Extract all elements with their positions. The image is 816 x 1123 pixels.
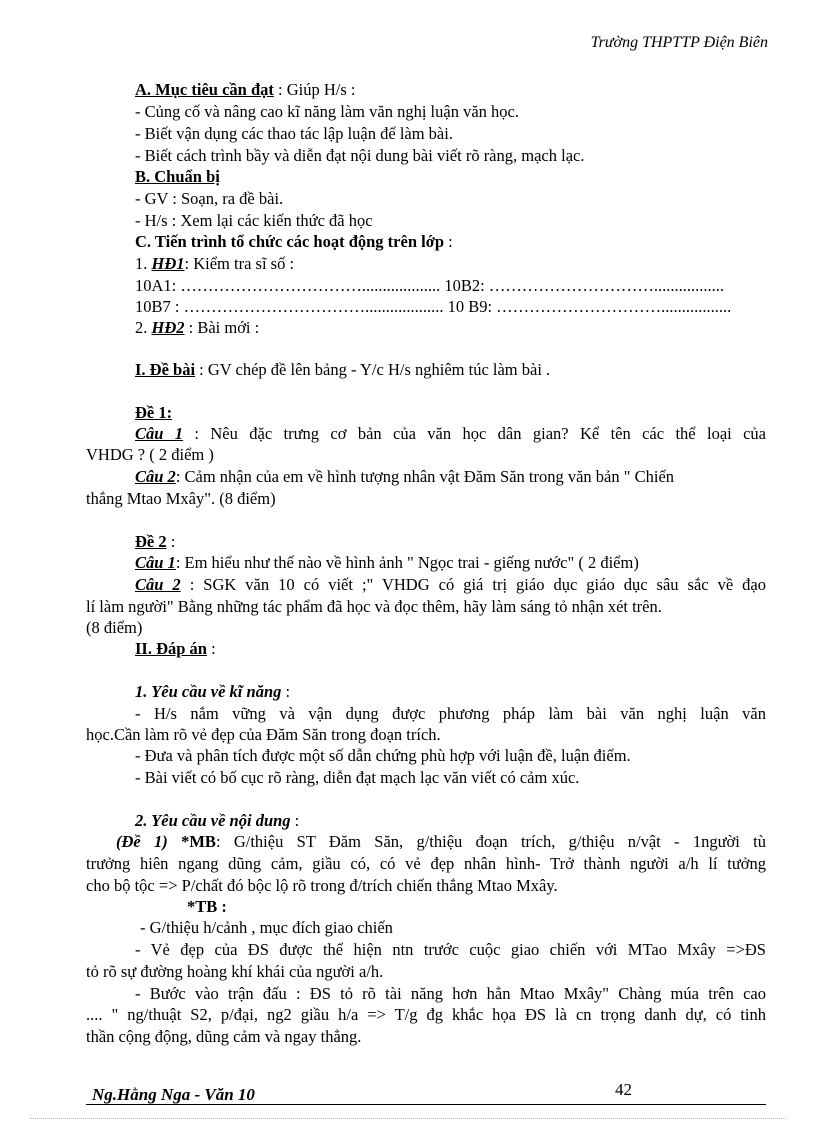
page-number: 42 — [615, 1080, 632, 1099]
de2-cau2-points: (8 điểm) — [86, 618, 143, 637]
attendance-row-1: 10A1: ……………………………................... 10B2: …………………………................. — [135, 276, 724, 295]
de1-cau1: Câu 1 : Nêu đặc trưng cơ bản của văn học dân gian? Kể tên các thể loại của — [135, 424, 766, 443]
page-header: Trường THPTTP Điện Biên — [590, 34, 768, 51]
tb-line: .... " ng/thuật S2, p/đại, ng2 giầu h/a => T/g đg khắc họa ĐS là cn trọng danh dự, có tinh — [86, 1005, 766, 1024]
section-b-heading: B. Chuẩn bị — [135, 167, 220, 186]
section-a-item: - Biết vận dụng các thao tác lập luận để làm bài. — [135, 124, 453, 143]
tb-line: tỏ rõ sự đường hoàng khí khái của người a/h. — [86, 962, 384, 981]
tb-line: thần cộng động, dũng cảm và ngay thẳng. — [86, 1027, 362, 1046]
hd1-line: 1. HĐ1: Kiểm tra sĩ số : — [135, 254, 295, 273]
ki-nang-line: - Bài viết có bố cục rõ ràng, diễn đạt mạch lạc văn viết có cảm xúc. — [135, 768, 580, 787]
footer-author: Ng.Hằng Nga - Văn 10 — [92, 1085, 255, 1104]
section-c-heading: C. Tiến trình tổ chức các hoạt động trên lớp : — [135, 232, 453, 251]
noi-dung-heading: 2. Yêu cầu về nội dung : — [135, 811, 300, 830]
ki-nang-heading: 1. Yêu cầu về kĩ năng : — [135, 682, 291, 701]
de1-cau1-cont: VHDG ? ( 2 điểm ) — [86, 445, 214, 464]
ki-nang-line: học.Cần làm rõ vẻ đẹp của Đăm Săn trong đoạn trích. — [86, 725, 441, 744]
dap-an-heading: II. Đáp án : — [135, 639, 216, 658]
section-a-title: A. Mục tiêu cần đạt — [135, 80, 274, 99]
mb-line: (Đề 1) *MB: G/thiệu ST Đăm Săn, g/thiệu đoạn trích, g/thiệu n/vật - 1người tù — [116, 832, 766, 851]
de1-cau2-cont: thắng Mtao Mxây". (8 điểm) — [86, 489, 276, 508]
page-bottom-edge — [30, 1118, 786, 1119]
tb-line: - Vẻ đẹp của ĐS được thể hiện ntn trước cuộc giao chiến với MTao Mxây =>ĐS — [135, 940, 766, 959]
mb-line: trưởng hiên ngang dũng cảm, giầu có, có vẻ đẹp nhân hình- Trở thành người a/h lí tưởng — [86, 854, 766, 873]
ki-nang-line: - Đưa và phân tích được một số dẫn chứng phù hợp với luận đề, luận điểm. — [135, 746, 631, 765]
section-a-item: - Biết cách trình bầy và diễn đạt nội dung bài viết rõ ràng, mạch lạc. — [135, 146, 585, 165]
tb-line: - G/thiệu h/cảnh , mục đích giao chiến — [140, 918, 393, 937]
de2-cau1: Câu 1: Em hiểu như thế nào về hình ảnh " Ngọc trai - giếng nước" ( 2 điểm) — [135, 553, 639, 572]
section-b-item: - H/s : Xem lại các kiến thức đã học — [135, 211, 373, 230]
de1-cau2: Câu 2: Cảm nhận của em về hình tượng nhân vật Đăm Săn trong văn bản " Chiến — [135, 467, 675, 486]
de-bai-line: I. Đề bài : GV chép đề lên bảng - Y/c H/s nghiêm túc làm bài . — [135, 360, 551, 379]
hd2-line: 2. HĐ2 : Bài mới : — [135, 318, 260, 337]
ki-nang-line: - H/s nắm vững và vận dụng được phương pháp làm bài văn nghị luận văn — [135, 704, 766, 723]
de2-cau2-cont: lí làm người" Bằng những tác phẩm đã học và đọc thêm, hãy làm sáng tỏ nhận xét trên. — [86, 597, 662, 616]
tb-line: - Bước vào trận đấu : ĐS tỏ rõ tài năng hơn hẳn Mtao Mxây" Chàng múa trên cao — [135, 984, 766, 1003]
mb-line: cho bộ tộc => P/chất đó bộc lộ rõ trong đ/trích chiến thắng Mtao Mxây. — [86, 876, 558, 895]
section-a-heading: A. Mục tiêu cần đạt : Giúp H/s : — [135, 80, 356, 99]
de2-heading: Đề 2 : — [135, 532, 176, 551]
footer-divider — [86, 1104, 766, 1105]
de2-cau2: Câu 2 : SGK văn 10 có viết ;" VHDG có giá trị giáo dục giáo dục sâu sắc về đạo — [135, 575, 766, 594]
section-a-item: - Củng cố và nâng cao kĩ năng làm văn nghị luận văn học. — [135, 102, 519, 121]
de1-heading: Đề 1: — [135, 403, 173, 422]
attendance-row-2: 10B7 : ……………………………................... 10 B9: …………………………................. — [135, 297, 732, 316]
section-b-item: - GV : Soạn, ra đề bài. — [135, 189, 284, 208]
tb-label: *TB : — [187, 897, 227, 916]
